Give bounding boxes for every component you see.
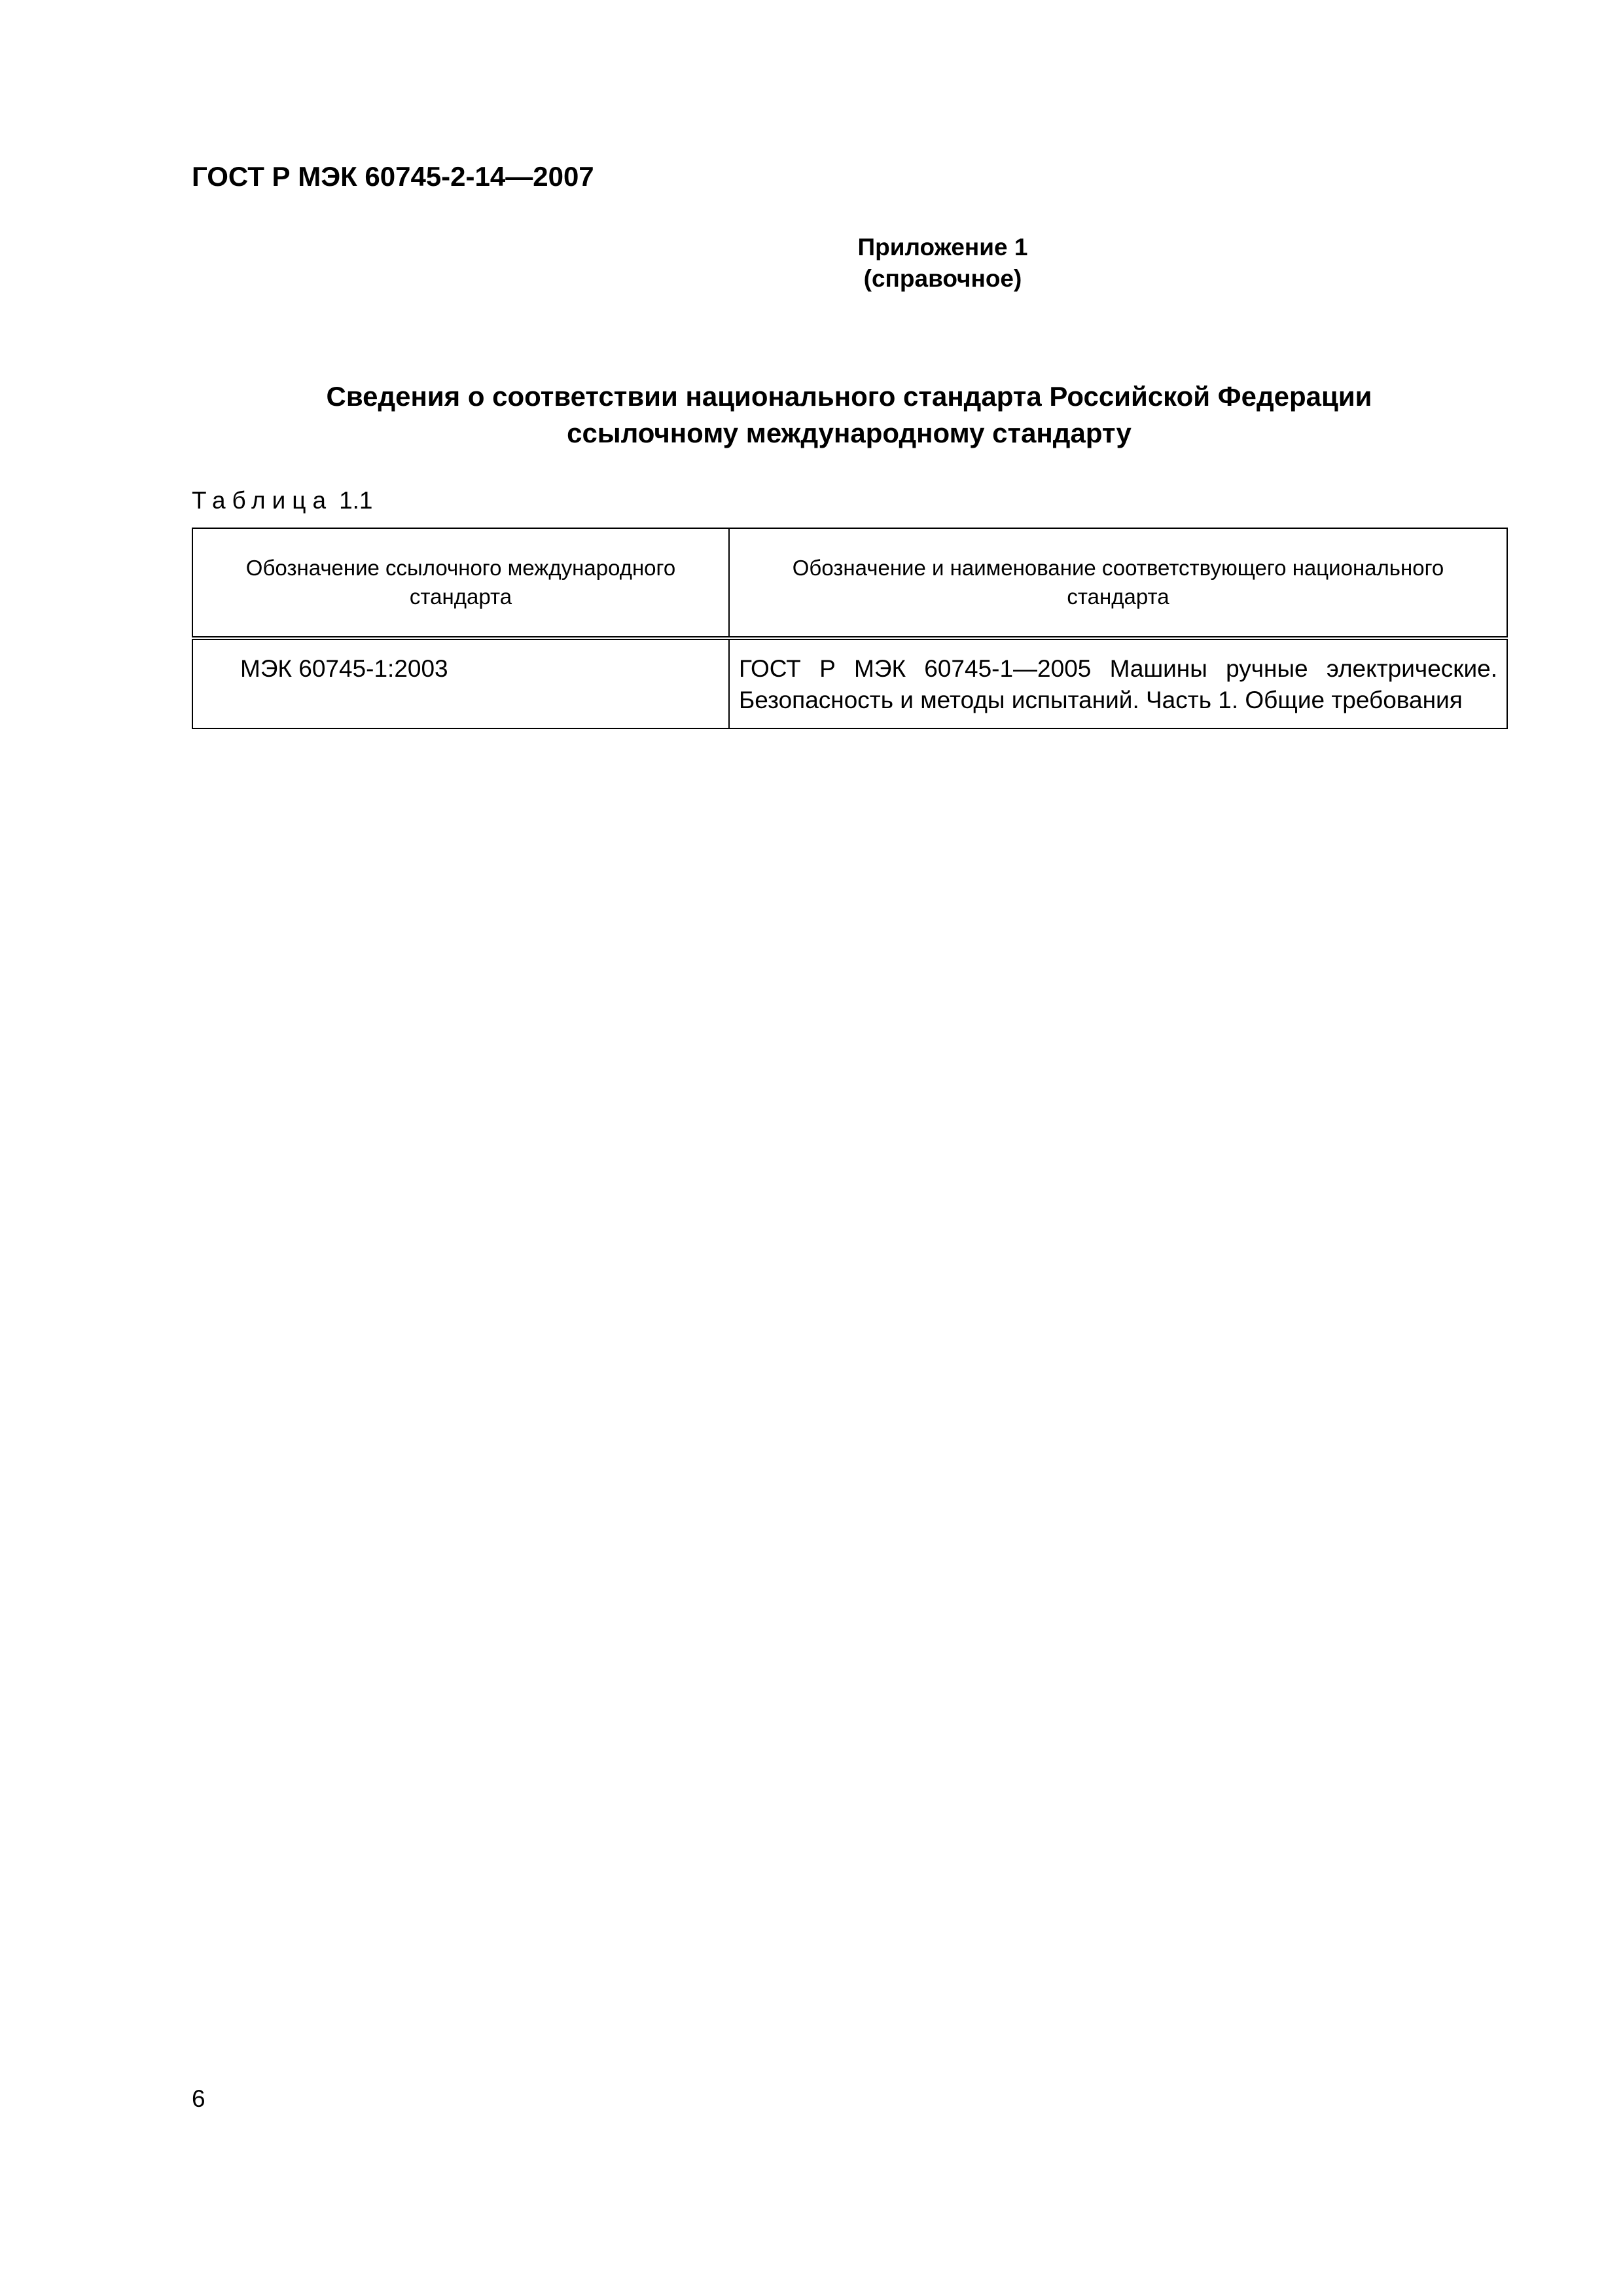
appendix-title: Приложение 1 xyxy=(857,234,1028,260)
section-title-line-2: ссылочному международному стандарту xyxy=(567,418,1132,448)
appendix-kind: (справочное) xyxy=(863,265,1022,292)
table-caption-number: 1.1 xyxy=(339,487,373,514)
section-title xyxy=(192,378,1507,452)
column-header-national: Обозначение и наименование соответствующего национального стандарта xyxy=(729,528,1507,638)
column-header-international: Обозначение ссылочного международного стандарта xyxy=(192,528,729,638)
table-caption xyxy=(192,485,373,516)
document-code: ГОСТ Р МЭК 60745-2-14—2007 xyxy=(192,161,594,192)
page-number: 6 xyxy=(192,2085,205,2112)
appendix-heading xyxy=(192,232,1507,295)
cell-national-standard: ГОСТ Р МЭК 60745-1—2005 Машины ручные электрические. Безопасность и методы испытаний. Часть 1. Общие требования xyxy=(729,638,1507,728)
table-header-row xyxy=(192,528,1507,638)
cell-international-standard: МЭК 60745-1:2003 xyxy=(192,638,729,728)
section-title-line-1: Сведения о соответствии национального стандарта Российской Федерации xyxy=(326,381,1372,412)
table-row xyxy=(192,638,1507,728)
table-caption-label: Таблица xyxy=(192,487,333,514)
correspondence-table xyxy=(192,528,1508,729)
